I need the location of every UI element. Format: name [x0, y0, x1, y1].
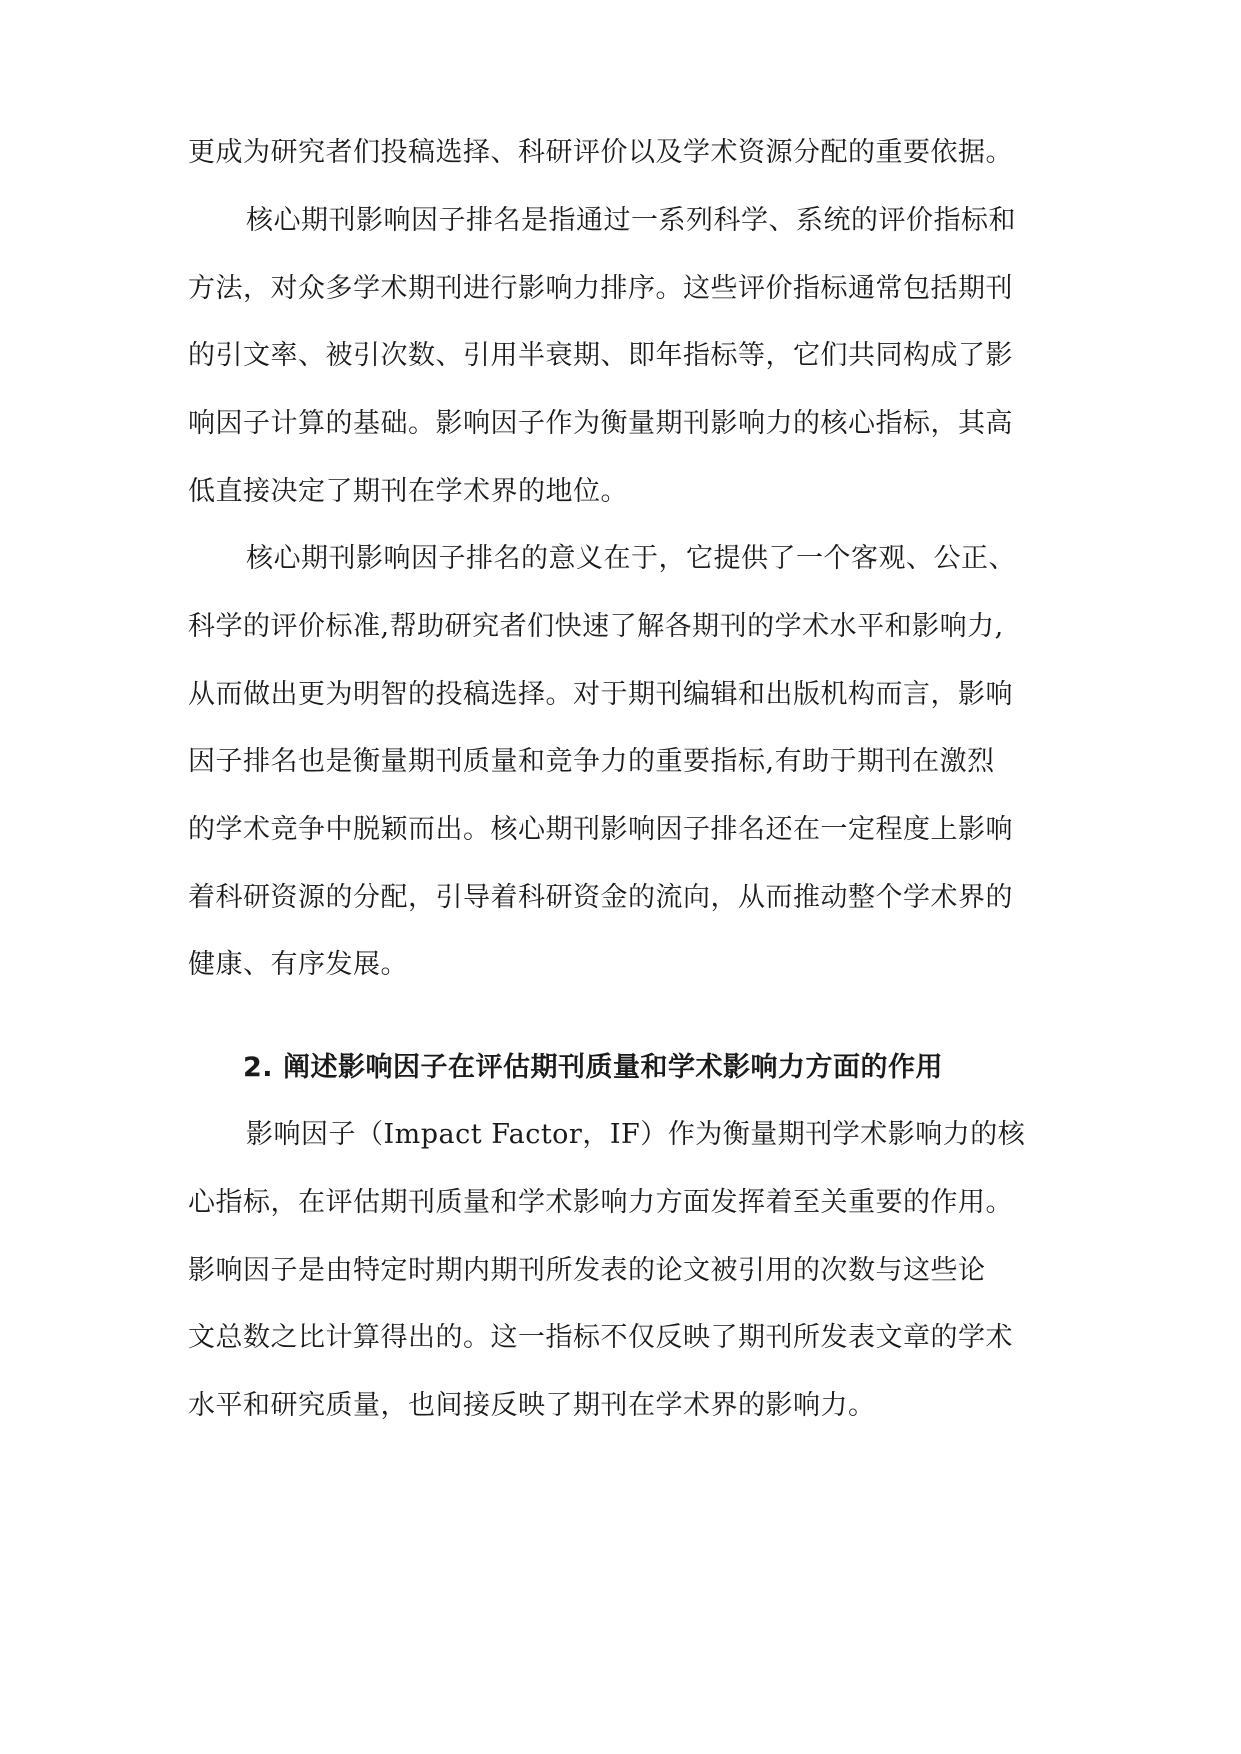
- paragraph-2-line-5: 低直接决定了期刊在学术界的地位。: [188, 476, 628, 507]
- paragraph-4-line-1: 影响因子（Impact Factor，IF）作为衡量期刊学术影响力的核: [246, 1119, 1026, 1150]
- paragraph-3-line-4: 因子排名也是衡量期刊质量和竞争力的重要指标,有助于期刊在激烈: [188, 746, 995, 777]
- paragraph-4-line-2: 心指标，在评估期刊质量和学术影响力方面发挥着至关重要的作用。: [188, 1187, 1013, 1218]
- section-heading: 2. 阐述影响因子在评估期刊质量和学术影响力方面的作用: [243, 1052, 943, 1083]
- paragraph-3-line-2: 科学的评价标准,帮助研究者们快速了解各期刊的学术水平和影响力,: [188, 611, 1004, 642]
- paragraph-4-line-4: 文总数之比计算得出的。这一指标不仅反映了期刊所发表文章的学术: [188, 1322, 1013, 1353]
- paragraph-2-line-3: 的引文率、被引次数、引用半衰期、即年指标等，它们共同构成了影: [188, 340, 1013, 371]
- paragraph-4-line-5: 水平和研究质量，也间接反映了期刊在学术界的影响力。: [188, 1390, 876, 1421]
- paragraph-4-line-3: 影响因子是由特定时期内期刊所发表的论文被引用的次数与这些论: [188, 1255, 986, 1286]
- paragraph-3-line-6: 着科研资源的分配，引导着科研资金的流向，从而推动整个学术界的: [188, 882, 1013, 913]
- paragraph-1-line-1: 更成为研究者们投稿选择、科研评价以及学术资源分配的重要依据。: [188, 137, 1013, 168]
- paragraph-2-line-1: 核心期刊影响因子排名是指通过一系列科学、系统的评价指标和: [246, 205, 1016, 236]
- paragraph-3-line-1: 核心期刊影响因子排名的意义在于，它提供了一个客观、公正、: [246, 543, 1016, 574]
- paragraph-2-line-4: 响因子计算的基础。影响因子作为衡量期刊影响力的核心指标，其高: [188, 408, 1013, 439]
- paragraph-2-line-2: 方法，对众多学术期刊进行影响力排序。这些评价指标通常包括期刊: [188, 273, 1013, 304]
- paragraph-3-line-7: 健康、有序发展。: [188, 949, 408, 980]
- paragraph-3-line-3: 从而做出更为明智的投稿选择。对于期刊编辑和出版机构而言，影响: [188, 679, 1013, 710]
- paragraph-3-line-5: 的学术竞争中脱颖而出。核心期刊影响因子排名还在一定程度上影响: [188, 814, 1013, 845]
